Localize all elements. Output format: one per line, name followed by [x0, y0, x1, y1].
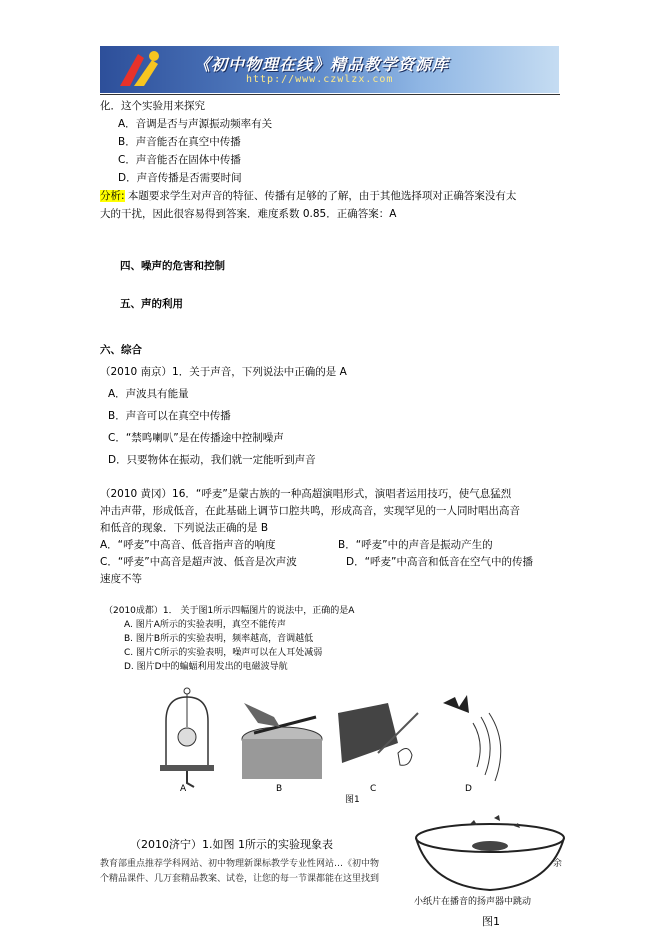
speaker-figure-caption: 小纸片在播音的扬声器中跳动: [414, 897, 532, 907]
q-nanjing-option-c: C．“禁鸣喇叭”是在传播途中控制噪声: [108, 432, 284, 444]
q-nanjing-option-b: B．声音可以在真空中传播: [108, 410, 231, 422]
site-logo: [110, 46, 170, 93]
q-huanggang-line-2: 冲击声带，形成低音，在此基础上调节口腔共鸣，形成高音，实现罕见的一人同时唱出高音: [100, 505, 520, 517]
q-jining-stem: （2010济宁）1.如图 1所示的实验现象表: [130, 838, 333, 851]
figure-panel-b: [234, 683, 328, 808]
figure-1-caption: 图1: [345, 795, 360, 805]
figure-panel-d: [423, 683, 518, 808]
q-huanggang-option-a: A．“呼麦”中高音、低音指声音的响度: [100, 539, 276, 551]
q-huanggang-option-d: D．“呼麦”中高音和低音在空气中的传播: [346, 556, 533, 568]
q-chengdu-stem: （2010成都）1． 关于图1所示四幅图片的说法中，正确的是A: [104, 606, 355, 616]
ruler-on-table-illustration: [234, 683, 328, 793]
q-huanggang-option-d-cont: 速度不等: [100, 573, 142, 585]
prev-option-b: B．声音能否在真空中传播: [118, 136, 241, 148]
footer-promo-line-2: 个精品课件、几万套精品教案、试卷，让您的每一节课都能在这里找到: [100, 874, 380, 884]
analysis-tag: 分析:: [100, 190, 125, 202]
q-nanjing-option-d: D．只要物体在振动，我们就一定能听到声音: [108, 454, 316, 466]
q-nanjing-stem: （2010 南京）1．关于声音，下列说法中正确的是 A: [100, 366, 347, 378]
speaker-bowl-illustration: [410, 812, 570, 907]
figure-panel-c: [328, 683, 423, 808]
q-nanjing-option-a: A．声波具有能量: [108, 388, 189, 400]
q-huanggang-line-3: 和低音的现象．下列说法正确的是 B: [100, 522, 269, 534]
heading-use-of-sound: 五、声的利用: [120, 298, 183, 310]
bell-jar-illustration: [140, 683, 234, 793]
panel-label-b: B: [276, 784, 283, 794]
q-chengdu-option-c: C. 图片C所示的实验表明，噪声可以在人耳处减弱: [124, 648, 323, 658]
figure-panel-a: [140, 683, 234, 808]
prev-question-intro: 化．这个实验用来探究: [100, 100, 205, 112]
header-banner: [100, 46, 559, 93]
footer-promo-tail: 余: [553, 859, 563, 869]
hammer-illustration: [328, 683, 423, 793]
footer-promo-line-1: 教育部重点推荐学科网站、初中物理新课标教学专业性网站…《初中物: [100, 859, 380, 869]
q-chengdu-option-b: B. 图片B所示的实验表明，频率越高，音调越低: [124, 634, 314, 644]
header-divider: [100, 94, 560, 95]
site-url[interactable]: http://www.czwlzx.com: [246, 74, 394, 85]
panel-label-a: A: [180, 784, 187, 794]
heading-comprehensive: 六、综合: [100, 344, 142, 356]
panel-label-d: D: [465, 784, 472, 794]
analysis-line-2: 大的干扰，因此很容易得到答案．难度系数 0.85．正确答案：A: [100, 208, 397, 220]
q-chengdu-option-a: A. 图片A所示的实验表明，真空不能传声: [124, 620, 286, 630]
analysis-line-1: [100, 188, 516, 203]
bat-echolocation-illustration: [423, 683, 518, 793]
site-title: 《初中物理在线》精品教学资源库: [194, 55, 450, 74]
prev-option-d: D．声音传播是否需要时间: [118, 172, 242, 184]
q-huanggang-line-1: （2010 黄冈）16．“呼麦”是蒙古族的一种高超演唱形式，演唱者运用技巧，使气息猛烈: [100, 488, 512, 500]
panel-label-c: C: [370, 784, 377, 794]
q-huanggang-option-c: C．“呼麦”中高音是超声波、低音是次声波: [100, 556, 297, 568]
heading-noise: 四、噪声的危害和控制: [120, 260, 225, 272]
prev-option-c: C．声音能否在固体中传播: [118, 154, 241, 166]
speaker-figure-label: 图1: [482, 915, 500, 928]
analysis-text-1: 本题要求学生对声音的特征、传播有足够的了解，由于其他选择项对正确答案没有太: [124, 190, 517, 202]
prev-option-a: A．音调是否与声源振动频率有关: [118, 118, 273, 130]
q-chengdu-option-d: D. 图片D中的蝙蝠利用发出的电磁波导航: [124, 662, 288, 672]
q-huanggang-option-b: B．“呼麦”中的声音是振动产生的: [338, 539, 493, 551]
figure-1-strip: [140, 683, 518, 808]
